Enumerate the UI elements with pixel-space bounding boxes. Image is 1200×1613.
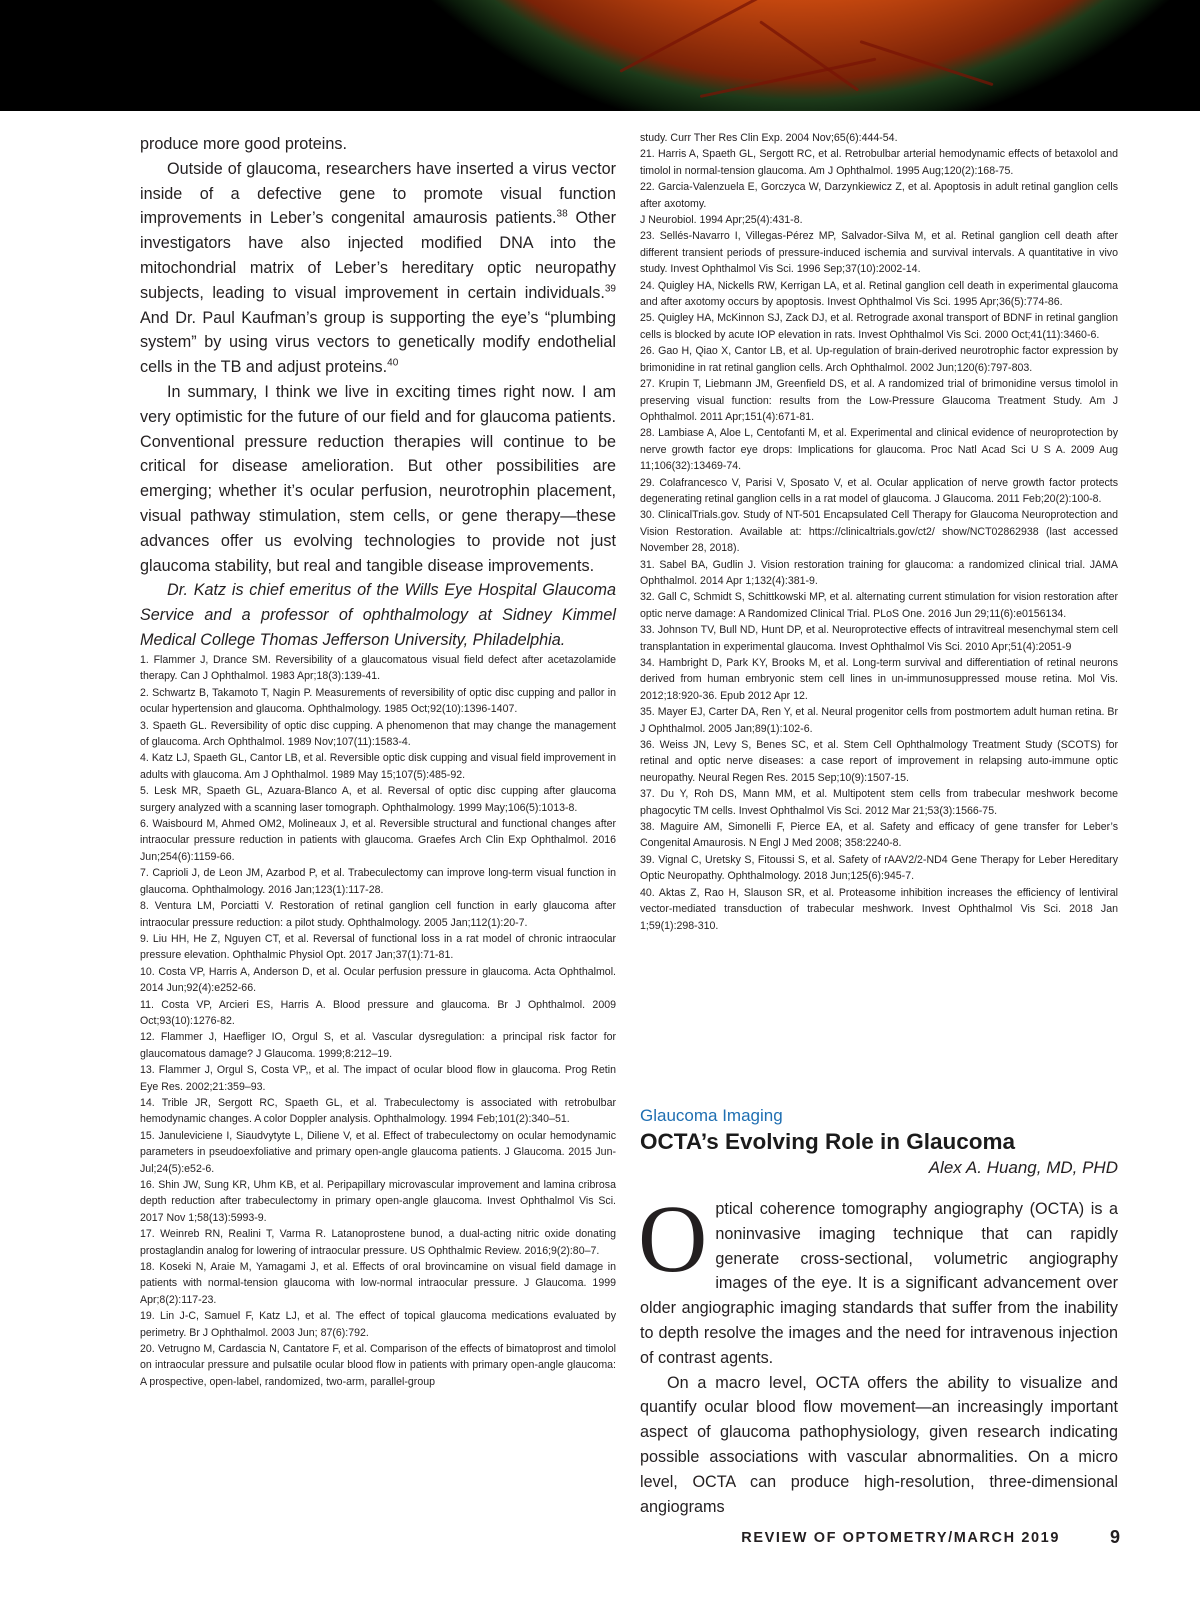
- reference-item: 36. Weiss JN, Levy S, Benes SC, et al. Stem Cell Ophthalmology Treatment Study (SCOTS) for retinal and optic nerve diseases: a case report of improvement in relapsing auto-immune optic neuropathy. Neural Regen Res. 2015 Sep;10(9):1507-15.: [640, 739, 1118, 784]
- reference-item: 31. Sabel BA, Gudlin J. Vision restoration training for glaucoma: a randomized clinical trial. JAMA Ophthalmol. 2014 Apr 1;132(4):381-9.: [640, 558, 1118, 587]
- reference-item: 8. Ventura LM, Porciatti V. Restoration of retinal ganglion cell function in early glaucoma after intraocular pressure reduction: a pilot study. Ophthalmology. 2005 Jan;112(1):20-7.: [140, 900, 616, 929]
- reference-item: 9. Liu HH, He Z, Nguyen CT, et al. Reversal of functional loss in a rat model of chronic intraocular pressure elevation. Ophthalmic Physiol Opt. 2017 Jan;37(1):71-81.: [140, 932, 616, 962]
- body-paragraph: Outside of glaucoma, researchers have inserted a virus vector inside of a defective gene to promote visual function improvements in Leber’s congenital amaurosis patients.$^{38}$ Other investigators have also injected modified DNA into the mitochondrial matrix of Leber’s hereditary optic neuropathy subjects, leading to visual improvement in certain individuals.$^{39}$ And Dr. Paul Kaufman’s group is supporting the eye’s “plumbing system” by using virus vectors to genetically modify endothelial cells in the TB and adjust proteins.$^{40}$: [140, 159, 617, 377]
- reference-item: 35. Mayer EJ, Carter DA, Ren Y, et al. Neural progenitor cells from postmortem adult human retina. Br J Ophthalmol. 2005 Jan;89(1):102-6.: [640, 706, 1118, 735]
- body-paragraph: produce more good proteins.: [140, 135, 347, 153]
- reference-item: 21. Harris A, Spaeth GL, Sergott RC, et al. Retrobulbar arterial hemodynamic effects of betaxolol and timolol in normal-tension glaucoma. Am J Ophthalmol. 1995 Aug;120(2):168-75.: [640, 148, 1118, 177]
- retinal-vessel: [619, 0, 762, 73]
- reference-item: 3. Spaeth GL. Reversibility of optic disc cupping. A phenomenon that may change the management of glaucoma. Arch Ophthalmol. 1989 Nov;107(11):1583-4.: [140, 719, 616, 749]
- left-column-body: [140, 132, 616, 653]
- reference-item: 29. Colafrancesco V, Parisi V, Sposato V, et al. Ocular application of nerve growth factor protects degenerating retinal ganglion cells in a rat model of glaucoma. J Glaucoma. 2011 Feb;20(2):100-8.: [640, 476, 1118, 505]
- page-footer: [700, 1527, 1120, 1556]
- reference-item: 4. Katz LJ, Spaeth GL, Cantor LB, et al. Reversible optic disk cupping and visual field improvement in adults with glaucoma. Am J Ophthalmol. 1989 May 15;107(5):485-92.: [140, 752, 616, 781]
- reference-item: 27. Krupin T, Liebmann JM, Greenfield DS, et al. A randomized trial of brimonidine versus timolol in preserving visual function: results from the Low-Pressure Glaucoma Treatment Study. Am J Ophthalmol. 2011 Apr;151(4):671-81.: [640, 378, 1118, 423]
- references-list-right: [640, 130, 1118, 934]
- reference-item: 32. Gall C, Schmidt S, Schittkowski MP, et al. alternating current stimulation for vision restoration after optic nerve damage: A Randomized Clinical Trial. PLoS One. 2016 Jun 29;11(6):e0156134.: [640, 591, 1118, 620]
- reference-item: 40. Aktas Z, Rao H, Slauson SR, et al. Proteasome inhibition increases the efficiency of lentiviral vector-mediated transduction of trabecular meshwork. Invest Ophthalmol Vis Sci. 2018 Jan 1;59(1):298-310.: [640, 886, 1118, 932]
- fundus-photo-banner: [0, 0, 1200, 111]
- reference-item: 25. Quigley HA, McKinnon SJ, Zack DJ, et al. Retrograde axonal transport of BDNF in retinal ganglion cells is blocked by acute IOP elevation in rats. Invest Ophthalmol Vis Sci. 2000 Oct;41(11):3460-6.: [640, 312, 1118, 341]
- reference-item: 37. Du Y, Roh DS, Mann MM, et al. Multipotent stem cells from trabecular meshwork become phagocytic TM cells. Invest Ophthalmol Vis Sci. 2012 Mar 21;53(3):1566-75.: [640, 788, 1118, 817]
- article-body: [638, 1185, 1118, 1519]
- reference-item: 12. Flammer J, Haefliger IO, Orgul S, et al. Vascular dysregulation: a principal risk factor for glaucomatous damage? J Glaucoma. 1999;8:212–19.: [140, 1031, 616, 1060]
- article-header: [640, 1105, 1118, 1180]
- reference-item: 30. ClinicalTrials.gov. Study of NT-501 Encapsulated Cell Therapy for Glaucoma Neuroprotection and Vision Restoration. Available at: https://clinicaltrials.gov/ct2/ show/NCT02862938 (last accessed November 28, 2018).: [640, 509, 1118, 555]
- page-number: 9: [1109, 1527, 1120, 1547]
- reference-item: 6. Waisbourd M, Ahmed OM2, Molineaux J, et al. Reversible structural and functional changes after intraocular pressure reduction in patients with glaucoma. Graefes Arch Clin Exp Ophthalmol. 2016 Jun;254(6):1159-66.: [140, 818, 616, 863]
- reference-item: 14. Trible JR, Sergott RC, Spaeth GL, et al. Trabeculectomy is associated with retrobulbar hemodynamic changes. A color Doppler analysis. Ophthalmology. 1994 Feb;101(2):340–51.: [140, 1096, 616, 1126]
- drop-cap: O: [638, 1185, 708, 1292]
- citation-superscript: 38: [556, 209, 568, 220]
- right-column-references: [640, 130, 1118, 934]
- retinal-vessel: [700, 58, 877, 98]
- reference-item: 23. Sellés-Navarro I, Villegas-Pérez MP, Salvador-Silva M, et al. Retinal ganglion cell death after different transient periods of pressure-induced ischemia and survival intervals. A quantitative in vivo study. Invest Ophthalmol Vis Sci. 1996 Sep;37(10):2002-14.: [640, 230, 1118, 276]
- reference-item: 24. Quigley HA, Nickells RW, Kerrigan LA, et al. Retinal ganglion cell death in experimental glaucoma and after axotomy occurs by apoptosis. Invest Ophthalmol Vis Sci. 1995 Apr;36(5):774-86.: [640, 279, 1118, 309]
- reference-item: study. Curr Ther Res Clin Exp. 2004 Nov;65(6):444-54.: [640, 132, 898, 144]
- reference-item: 39. Vignal C, Uretsky S, Fitoussi S, et al. Safety of rAAV2/2-ND4 Gene Therapy for Leber Hereditary Optic Neuropathy. Ophthalmology. 2018 Jun;125(6):945-7.: [640, 853, 1118, 883]
- reference-item: 1. Flammer J, Drance SM. Reversibility of a glaucomatous visual field defect after acetazolamide therapy. Can J Ophthalmol. 1983 Apr;18(3):139-41.: [140, 654, 616, 683]
- reference-item: 11. Costa VP, Arcieri ES, Harris A. Blood pressure and glaucoma. Br J Ophthalmol. 2009 Oct;93(10):1276-82.: [140, 998, 616, 1027]
- reference-item: 20. Vetrugno M, Cardascia N, Cantatore F, et al. Comparison of the effects of bimatoprost and timolol on intraocular pressure and pulsatile ocular blood flow in patients with primary open-angle glaucoma: A prospective, open-label, randomized, two-arm, parallel-group: [140, 1343, 616, 1388]
- reference-item: 34. Hambright D, Park KY, Brooks M, et al. Long-term survival and differentiation of retinal neurons derived from human embryonic stem cell lines in un-immunosuppressed mouse retina. Mol Vis. 2012;18:920-36. Epub 2012 Apr 12.: [640, 657, 1118, 702]
- reference-item: 7. Caprioli J, de Leon JM, Azarbod P, et al. Trabeculectomy can improve long-term visual function in glaucoma. Ophthalmology. 2016 Jan;123(1):117-28.: [140, 867, 616, 896]
- citation-superscript: 39: [604, 283, 616, 295]
- retinal-vessel: [860, 40, 994, 86]
- reference-item: 15. Januleviciene I, Siaudvytyte L, Diliene V, et al. Effect of trabeculectomy on ocular hemodynamic parameters in pseudoexfoliative and primary open-angle glaucoma patients. J Glaucoma. 2015 Jun-Jul;24(5):e52-6.: [140, 1129, 616, 1175]
- references-list-left: [140, 652, 616, 1390]
- reference-item: 2. Schwartz B, Takamoto T, Nagin P. Measurements of reversibility of optic disc cupping and pallor in ocular hypertension and glaucoma. Ophthalmology. 1985 Oct;92(10):1396-1407.: [140, 686, 616, 716]
- reference-item: 22. Garcia-Valenzuela E, Gorczyca W, Darzynkiewicz Z, et al. Apoptosis in adult retinal ganglion cells after axotomy.: [640, 181, 1118, 210]
- reference-item: J Neurobiol. 1994 Apr;25(4):431-8.: [640, 214, 803, 227]
- author-bio: Dr. Katz is chief emeritus of the Wills Eye Hospital Glaucoma Service and a professor of ophthalmology at Sidney Kimmel Medical College Thomas Jefferson University, Philadelphia.: [140, 581, 616, 649]
- reference-item: 13. Flammer J, Orgul S, Costa VP,, et al. The impact of ocular blood flow in glaucoma. Prog Retin Eye Res. 2002;21:359–93.: [140, 1064, 616, 1093]
- body-paragraph: On a macro level, OCTA offers the ability to visualize and quantify ocular blood flow movement—an increasingly important aspect of glaucoma pathophysiology, given research indicating possible associations with vascular abnormalities. On a micro level, OCTA can produce high-resolution, three-dimensional angiograms: [640, 1373, 1118, 1516]
- section-kicker: Glaucoma Imaging: [640, 1106, 783, 1125]
- reference-item: 5. Lesk MR, Spaeth GL, Azuara-Blanco A, et al. Reversal of optic disc cupping after glaucoma surgery analyzed with a scanning laser tomograph. Ophthalmology. 1999 May;106(5):1013-8.: [140, 785, 616, 814]
- reference-item: 19. Lin J-C, Samuel F, Katz LJ, et al. The effect of topical glaucoma medications evaluated by perimetry. Br J Ophthalmol. 2003 Jun; 87(6):792.: [140, 1310, 616, 1339]
- citation-superscript: 40: [387, 357, 399, 369]
- body-paragraph: In summary, I think we live in exciting times right now. I am very optimistic for the future of our field and for glaucoma patients. Conventional pressure reduction therapies will continue to be critical for disease amelioration. But other possibilities are emerging; whether it’s ocular perfusion, neurotrophin placement, visual pathway stimulation, stem cells, or gene therapy—these advances offer us evolving technologies to provide not just glaucoma stability, but real and tangible disease improvements.: [140, 382, 616, 575]
- reference-item: 33. Johnson TV, Bull ND, Hunt DP, et al. Neuroprotective effects of intravitreal mesenchymal stem cell transplantation in experimental glaucoma. Invest Ophthalmol Vis Sci. 2010 Apr;51(4):2051-9: [640, 624, 1118, 653]
- reference-item: 38. Maguire AM, Simonelli F, Pierce EA, et al. Safety and efficacy of gene transfer for Leber’s Congenital Amaurosis. N Engl J Med 2008; 358:2240-8.: [640, 821, 1118, 850]
- reference-item: 28. Lambiase A, Aloe L, Centofanti M, et al. Experimental and clinical evidence of neuroprotection by nerve growth factor eye drops: Implications for glaucoma. Proc Natl Acad Sci U S A. 2009 Aug 11;106(32):13469-74.: [640, 427, 1118, 473]
- reference-item: 18. Koseki N, Araie M, Yamagami J, et al. Effects of oral brovincamine on visual field damage in patients with normal-tension glaucoma with low-normal intraocular pressure. J Glaucoma. 1999 Apr;8(2):117-23.: [140, 1261, 616, 1306]
- article-title: OCTA’s Evolving Role in Glaucoma: [640, 1129, 1016, 1154]
- body-paragraph: Optical coherence tomography angiography (OCTA) is a noninvasive imaging technique that can rapidly generate cross-sectional, volumetric angiography images of the eye. It is a significant advancement over older angiographic imaging standards that suffer from the inability to depth resolve the images and the need for intravenous injection of contrast agents.: [638, 1185, 1118, 1367]
- reference-item: 16. Shin JW, Sung KR, Uhm KB, et al. Peripapillary microvascular improvement and lamina cribrosa depth reduction after trabeculectomy in primary open-angle glaucoma. Invest Ophthalmol Vis Sci. 2017 Nov 1;58(13):5993-9.: [140, 1179, 616, 1224]
- reference-item: 26. Gao H, Qiao X, Cantor LB, et al. Up-regulation of brain-derived neurotrophic factor expression by brimonidine in rat retinal ganglion cells. Arch Ophthalmol. 2002 Jun;120(6):797-803.: [640, 345, 1118, 374]
- publication-name: REVIEW OF OPTOMETRY/MARCH 2019: [741, 1530, 1060, 1546]
- reference-item: 17. Weinreb RN, Realini T, Varma R. Latanoprostene bunod, a dual-acting nitric oxide donating prostaglandin analog for lowering of intraocular pressure. US Ophthalmic Review. 2016;9(2):80–7.: [140, 1228, 616, 1257]
- reference-item: 10. Costa VP, Harris A, Anderson D, et al. Ocular perfusion pressure in glaucoma. Acta Ophthalmol. 2014 Jun;92(4):e252-66.: [140, 965, 616, 995]
- article-author: Alex A. Huang, MD, PHD: [928, 1158, 1118, 1177]
